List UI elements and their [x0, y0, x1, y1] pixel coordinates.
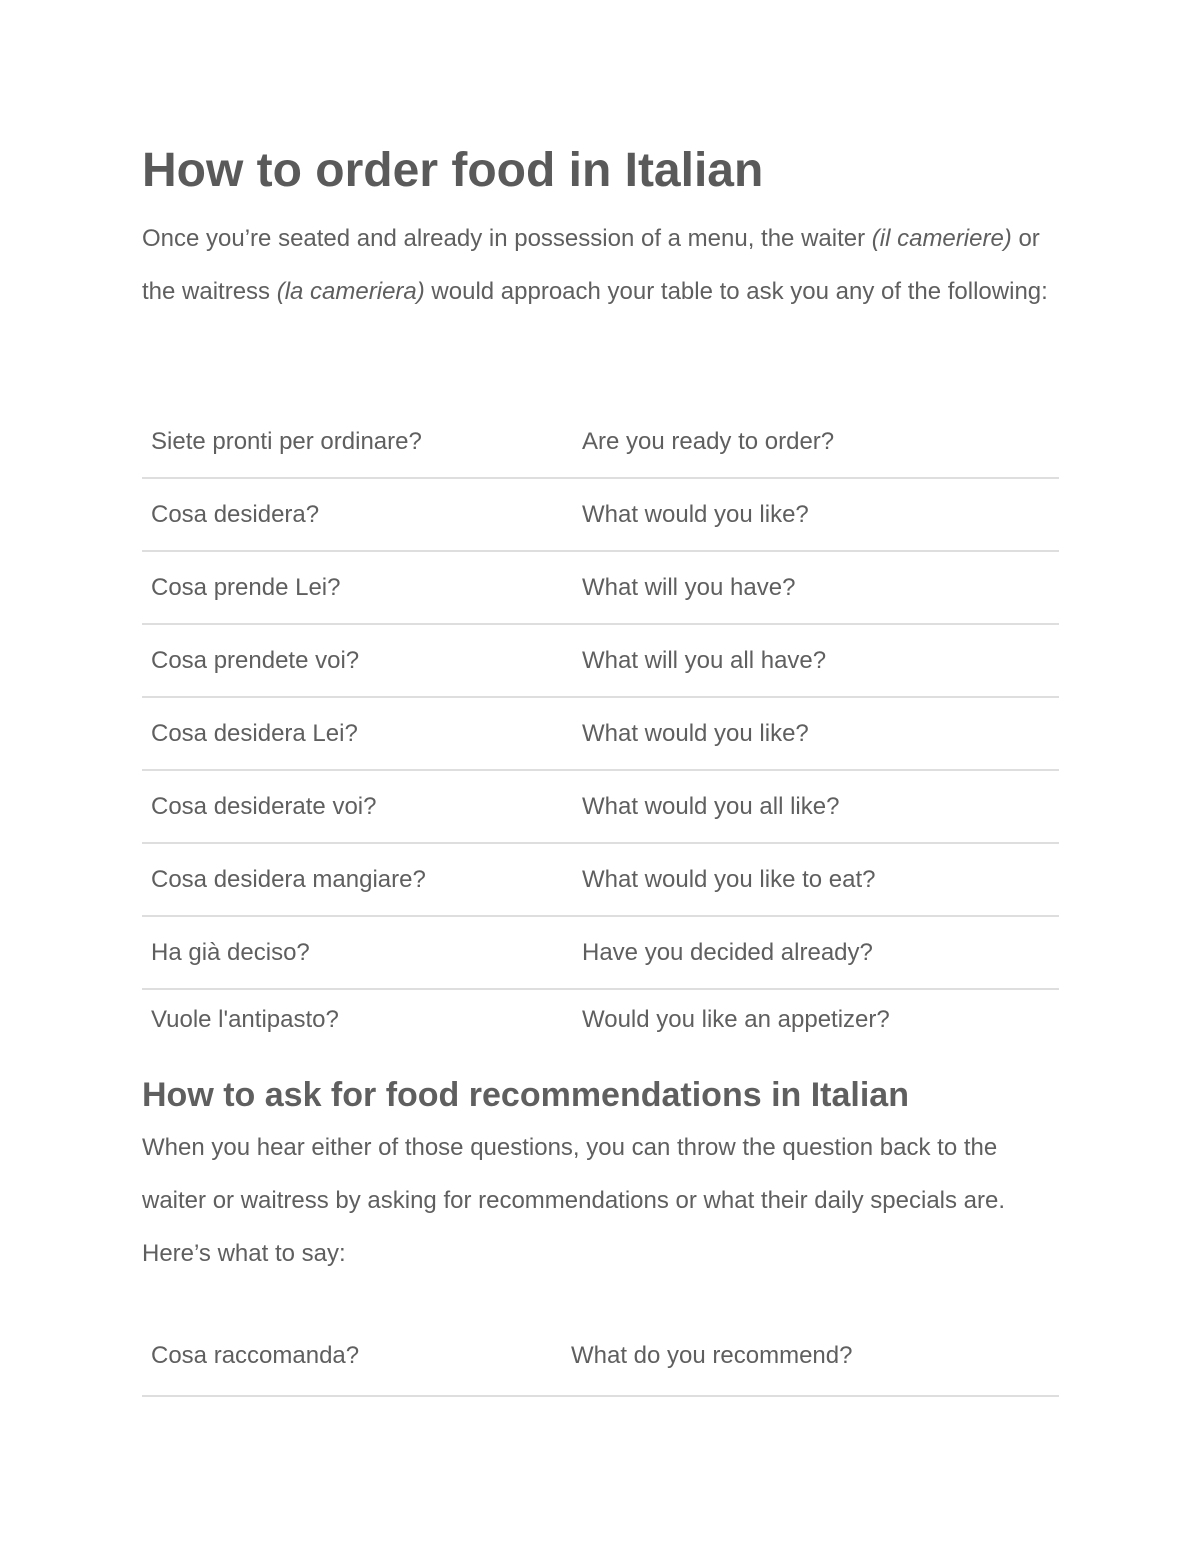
italian-phrase: Siete pronti per ordinare? — [142, 406, 582, 478]
recommend-phrases-table — [142, 1317, 1059, 1397]
intro-text-1: Once you’re seated and already in possession of a menu, the waiter — [142, 225, 872, 252]
english-phrase: What will you have? — [582, 551, 1059, 624]
italian-phrase: Cosa prende Lei? — [142, 551, 582, 624]
table-row — [142, 989, 1059, 1050]
italian-phrase: Cosa raccomanda? — [142, 1317, 571, 1396]
english-phrase: What will you all have? — [582, 624, 1059, 697]
table-row — [142, 551, 1059, 624]
english-phrase: Are you ready to order? — [582, 406, 1059, 478]
italian-phrase: Ha già deciso? — [142, 916, 582, 989]
italian-phrase: Cosa desiderate voi? — [142, 770, 582, 843]
table-row — [142, 1317, 1059, 1396]
table-row — [142, 406, 1059, 478]
table-row — [142, 624, 1059, 697]
intro-text-3: would approach your table to ask you any of the following: — [424, 278, 1048, 305]
english-phrase: What would you all like? — [582, 770, 1059, 843]
section-heading-recommendations: How to ask for food recommendations in Italian — [142, 1076, 909, 1114]
intro-text-2: or the waitress — [142, 225, 1040, 305]
recommendations-paragraph: When you hear either of those questions, you can throw the question back to the waiter or waitress by asking for recommendations or what their daily specials are. Here’s what to say: — [142, 1134, 1006, 1267]
waiter-phrases-table — [142, 406, 1059, 1050]
english-phrase: What would you like? — [582, 478, 1059, 551]
italian-phrase: Cosa desidera Lei? — [142, 697, 582, 770]
italian-phrase: Cosa desidera mangiare? — [142, 843, 582, 916]
page-title: How to order food in Italian — [142, 144, 764, 197]
italian-phrase: Cosa prendete voi? — [142, 624, 582, 697]
english-phrase: What would you like to eat? — [582, 843, 1059, 916]
english-phrase: What do you recommend? — [571, 1317, 1059, 1396]
english-phrase: Would you like an appetizer? — [582, 1006, 890, 1033]
table-row — [142, 843, 1059, 916]
intro-italic-waiter: (il cameriere) — [871, 225, 1012, 252]
english-phrase: Have you decided already? — [582, 916, 1059, 989]
english-phrase: What would you like? — [582, 697, 1059, 770]
table-row — [142, 916, 1059, 989]
italian-phrase: Cosa desidera? — [142, 478, 582, 551]
italian-phrase: Vuole l'antipasto? — [151, 1006, 339, 1033]
intro-paragraph — [142, 212, 1059, 318]
table-row — [142, 697, 1059, 770]
intro-italic-waitress: (la cameriera) — [276, 278, 425, 305]
table-row — [142, 478, 1059, 551]
table-row — [142, 770, 1059, 843]
